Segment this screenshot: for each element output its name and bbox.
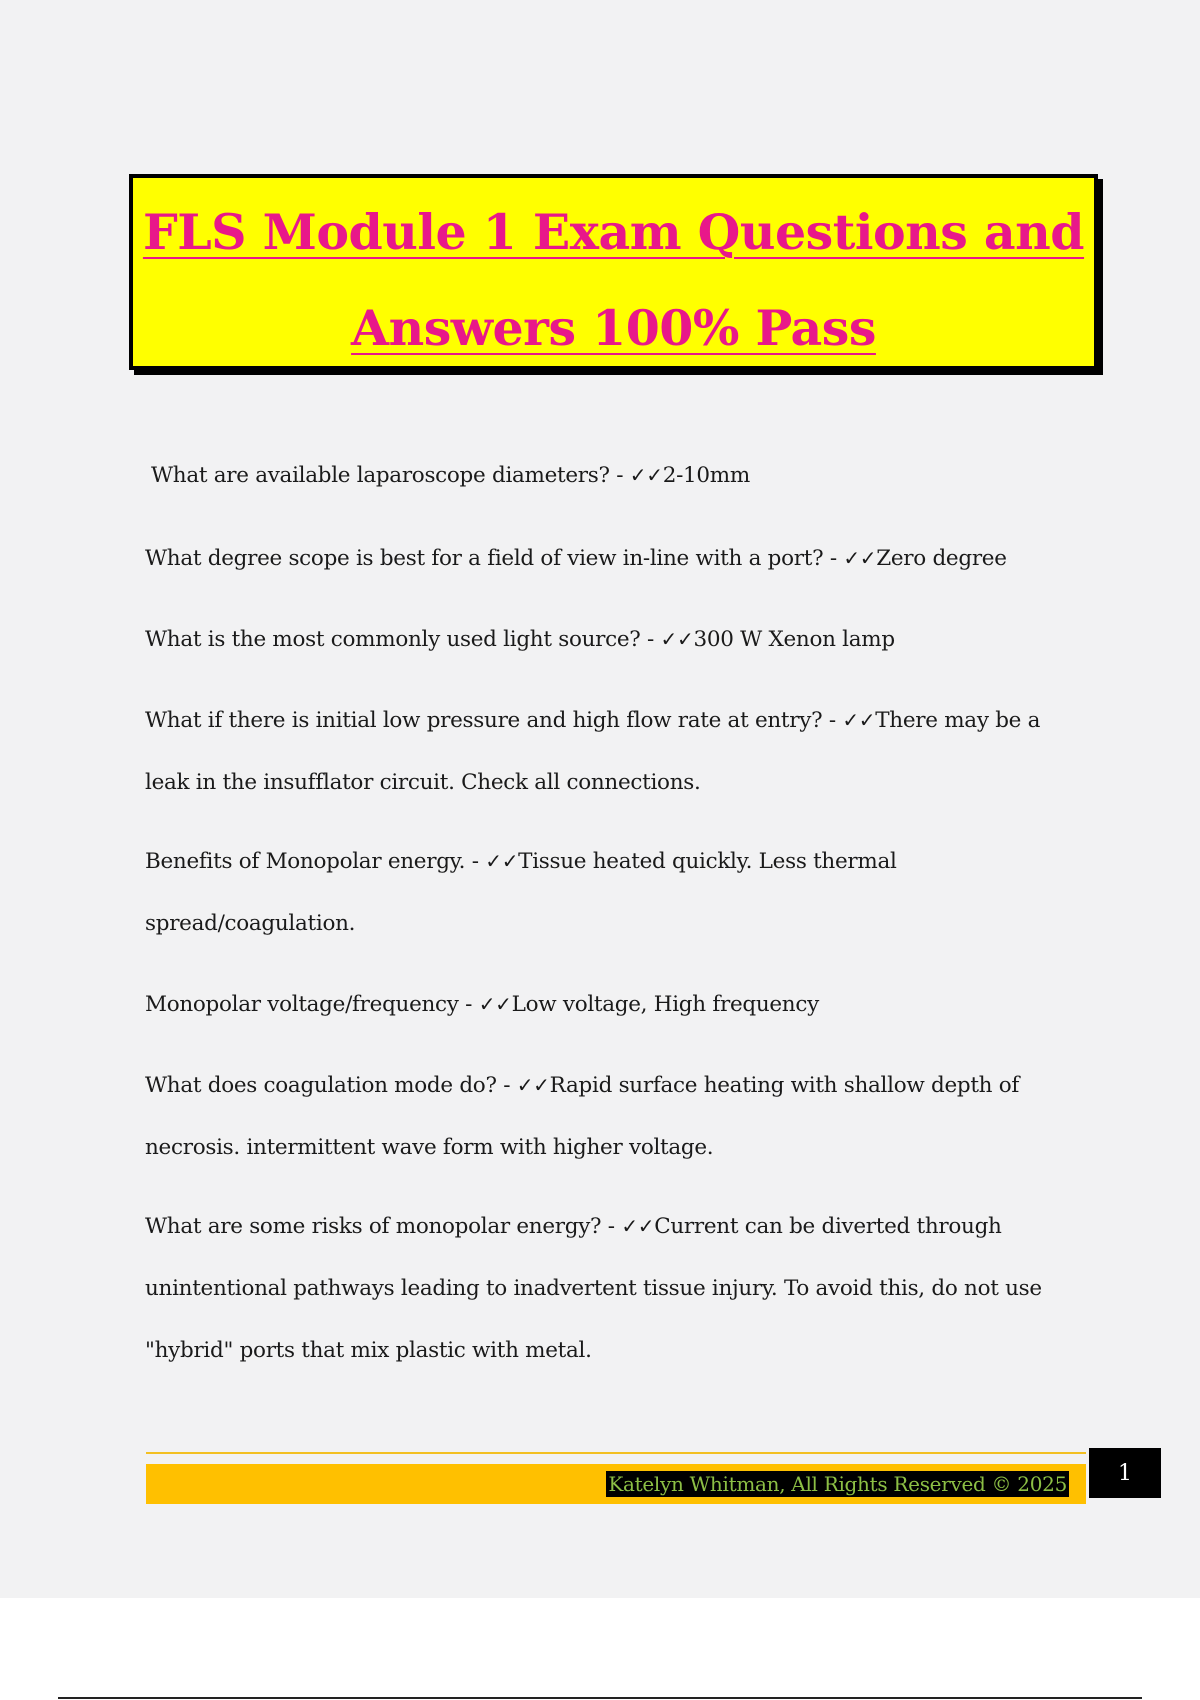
checkmark-icon: ✓✓ [621,1214,655,1238]
answer-continuation: necrosis. intermittent wave form with higher voltage. [145,1135,714,1160]
qa-item-6 [145,973,1075,1036]
checkmark-icon: ✓✓ [660,627,694,651]
question-text: What does coagulation mode do? - [145,1073,517,1098]
question-text: What if there is initial low pressure and high flow rate at entry? - [145,708,843,733]
answer-continuation: spread/coagulation. [145,911,356,936]
answer-text: Rapid surface heating with shallow depth of [549,1073,1020,1098]
footer-bar [146,1464,1086,1504]
title-box [129,174,1098,370]
qa-item-7 [145,1054,1075,1179]
checkmark-icon: ✓✓ [842,708,876,732]
question-text: What are available laparoscope diameters? - [151,463,630,488]
answer-text: Zero degree [876,546,1007,571]
answer-text: Current can be diverted through [654,1214,1002,1239]
answer-continuation: "hybrid" ports that mix plastic with metal. [145,1338,592,1363]
qa-item-4 [145,689,1075,814]
footer-rule [146,1452,1086,1454]
checkmark-icon: ✓✓ [629,463,663,487]
title-line-1: FLS Module 1 Exam Questions and [142,203,1085,261]
checkmark-icon: ✓✓ [516,1073,550,1097]
answer-text: Low voltage, High frequency [511,992,819,1017]
page-number: 1 [1089,1448,1161,1498]
question-text: Benefits of Monopolar energy. - [145,849,486,874]
answer-text: 300 W Xenon lamp [693,627,895,652]
qa-item-5 [145,830,1075,955]
question-text: Monopolar voltage/frequency - [145,992,479,1017]
qa-item-8 [145,1195,1075,1382]
question-text: What degree scope is best for a field of view in-line with a port? - [145,546,844,571]
answer-continuation: unintentional pathways leading to inadvertent tissue injury. To avoid this, do not use [145,1276,1042,1301]
answer-text: There may be a [875,708,1041,733]
answer-text: Tissue heated quickly. Less thermal [518,849,897,874]
checkmark-icon: ✓✓ [843,546,877,570]
question-text: What is the most commonly used light source? - [145,627,661,652]
qa-item-3 [145,608,1075,671]
qa-item-2 [145,527,1075,590]
title-line-2: Answers 100% Pass [351,299,876,357]
footer-copyright: Katelyn Whitman, All Rights Reserved © 2025 [608,1472,1067,1496]
checkmark-icon: ✓✓ [478,992,512,1016]
bottom-divider [58,1697,1142,1699]
question-text: What are some risks of monopolar energy? - [145,1214,622,1239]
answer-text: 2-10mm [662,463,750,488]
qa-item-1 [151,444,1081,507]
answer-continuation: leak in the insufflator circuit. Check all connections. [145,770,701,795]
checkmark-icon: ✓✓ [485,849,519,873]
